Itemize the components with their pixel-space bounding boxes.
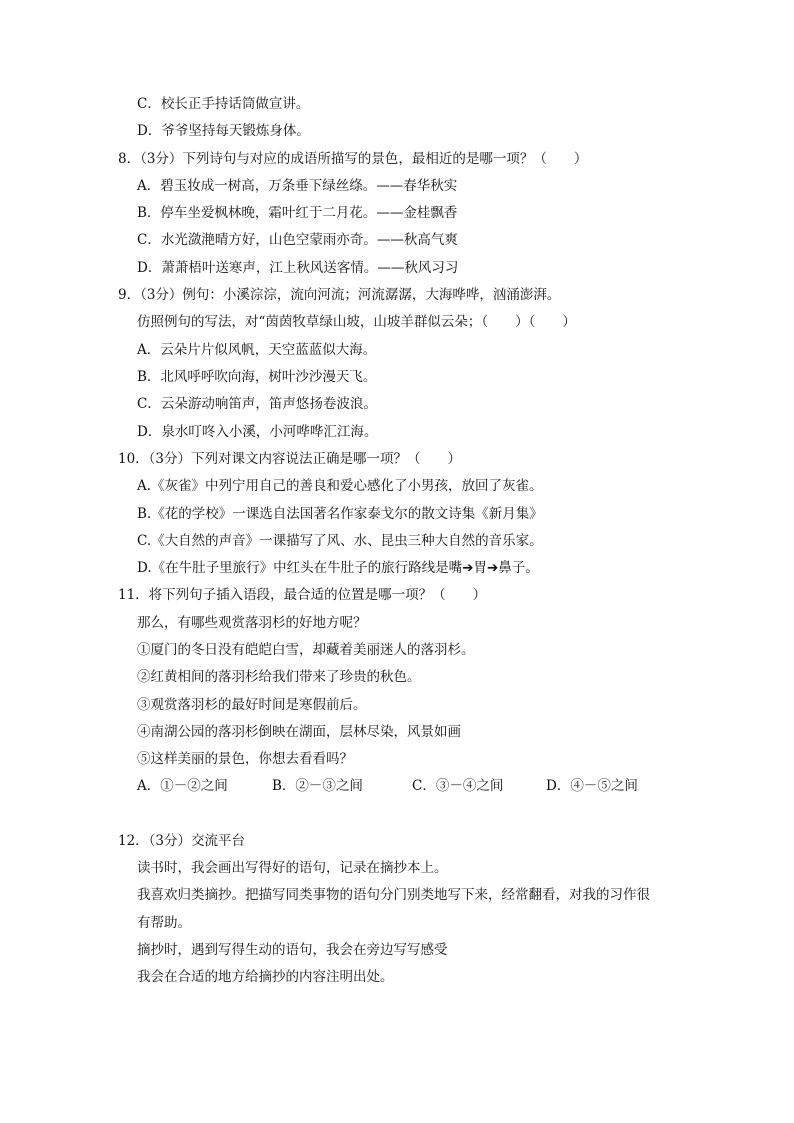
q10-option-d: D.《在牛肚子里旅行》中红头在牛肚子的旅行路线是嘴➔胃➔鼻子。 xyxy=(137,560,539,576)
q9-option-c: C．云朵游动响笛声，笛声悠扬卷波浪。 xyxy=(137,396,377,412)
q8-stem: 8．（3分）下列诗句与对应的成语所描写的景色，最相近的是哪一项？（ ） xyxy=(118,151,588,167)
q8-option-a: A．碧玉妆成一树高，万条垂下绿丝绦。——春华秋实 xyxy=(137,178,458,194)
q9-option-b: B．北风呼呼吹向海，树叶沙沙漫天飞。 xyxy=(137,369,377,385)
q12-paragraph-4: 我会在合适的地方给摘抄的内容注明出处。 xyxy=(137,969,394,985)
q11-option-c: C．③－④之间 xyxy=(412,778,504,794)
q8-option-b: B．停车坐爱枫林晚，霜叶红于二月花。——金桂飘香 xyxy=(137,205,458,221)
q8-option-d: D．萧萧梧叶送寒声，江上秋风送客情。——秋风习习 xyxy=(137,260,459,276)
q7-option-d: D．爷爷坚持每天锻炼身体。 xyxy=(137,123,310,139)
q11-sentence-2: ②红黄相间的落羽杉给我们带来了珍贵的秋色。 xyxy=(137,669,421,685)
q11-option-b: B．②－③之间 xyxy=(272,778,363,794)
q11-sentence-1: ①厦门的冬日没有皑皑白雪，却藏着美丽迷人的落羽杉。 xyxy=(137,642,475,658)
q9-stem: 9．（3分）例句：小溪淙淙，流向河流；河流潺潺，大海哗哗，汹涌澎湃。 xyxy=(118,287,561,303)
q12-paragraph-2-line-1: 我喜欢归类摘抄。把描写同类事物的语句分门别类地写下来，经常翻看，对我的习作很 xyxy=(137,887,650,903)
q11-option-a: A．①－②之间 xyxy=(137,778,228,794)
q11-sentence-3: ③观赏落羽杉的最好时间是寒假前后。 xyxy=(137,697,367,713)
q11-insert-sentence: 那么，有哪些观赏落羽杉的好地方呢？ xyxy=(137,615,367,631)
q12-paragraph-2-line-2: 有帮助。 xyxy=(137,915,191,931)
q12-paragraph-3: 摘抄时，遇到写得生动的语句，我会在旁边写写感受 xyxy=(137,942,448,958)
q11-sentence-5: ⑤这样美丽的景色，你想去看看吗？ xyxy=(137,751,353,767)
q7-option-c: C．校长正手持话筒做宣讲。 xyxy=(137,96,310,112)
q12-stem: 12．（3分）交流平台 xyxy=(118,833,246,849)
q9-option-a: A．云朵片片似风帆，天空蓝蓝似大海。 xyxy=(137,342,377,358)
q9-option-d: D．泉水叮咚入小溪，小河哗哗汇江海。 xyxy=(137,424,378,440)
q11-stem: 11．将下列句子插入语段，最合适的位置是哪一项？（ ） xyxy=(118,587,487,603)
q9-sub: 仿照例句的写法，对“茵茵牧草绿山坡，山坡羊群似云朵；（ ）（ ） xyxy=(137,314,576,330)
q10-option-a: A.《灰雀》中列宁用自己的善良和爱心感化了小男孩，放回了灰雀。 xyxy=(137,478,543,494)
q12-paragraph-1: 读书时，我会画出写得好的语句，记录在摘抄本上。 xyxy=(137,860,448,876)
q11-sentence-4: ④南湖公园的落羽杉倒映在湖面，层林尽染，风景如画 xyxy=(137,724,461,740)
q8-option-c: C．水光潋滟晴方好，山色空蒙雨亦奇。——秋高气爽 xyxy=(137,232,458,248)
q10-option-b: B.《花的学校》一课选自法国著名作家泰戈尔的散文诗集《新月集》 xyxy=(137,506,543,522)
q10-stem: 10．（3分）下列对课文内容说法正确是哪一项？（ ） xyxy=(118,451,462,467)
q10-option-c: C.《大自然的声音》一课描写了风、水、昆虫三种大自然的音乐家。 xyxy=(137,533,543,549)
q11-option-d: D．④－⑤之间 xyxy=(546,778,638,794)
